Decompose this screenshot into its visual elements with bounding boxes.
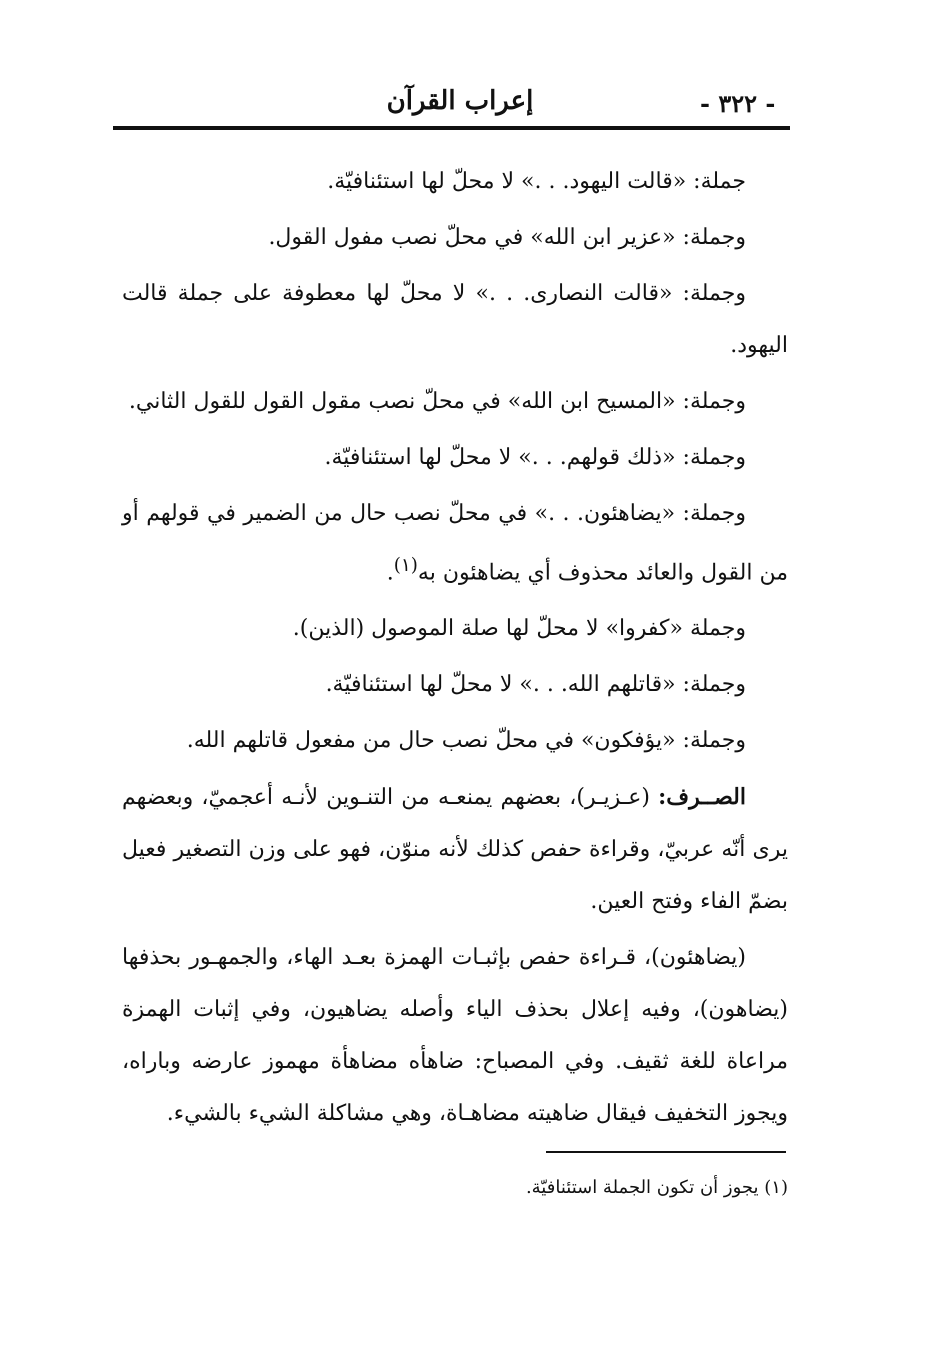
footnote-marker: (١) xyxy=(764,1177,788,1198)
paragraph-text: وجملة: «يضاهئون. . .» في محلّ نصب حال من الضمير في قولهم أو من القول والعائد محذوف أي يضاهئون به xyxy=(122,501,788,586)
body-text xyxy=(122,156,788,1144)
book-title: إعراب القرآن xyxy=(386,86,534,116)
footnote-text: يجوز أن تكون الجملة استئنافيّة. xyxy=(525,1177,759,1198)
paragraph-3 xyxy=(122,268,788,372)
footnote-reference[interactable]: (١) xyxy=(393,555,418,576)
paragraph-2 xyxy=(122,212,788,264)
footnote xyxy=(300,1172,788,1204)
paragraph-9 xyxy=(122,715,788,767)
paragraph-text: وجملة: «قالت النصارى. . .» لا محلّ لها معطوفة على جملة قالت اليهود. xyxy=(122,281,788,358)
paragraph-7 xyxy=(122,603,788,655)
paragraph-5 xyxy=(122,432,788,484)
section-label: الصــرف: xyxy=(658,784,746,811)
paragraph-text: وجملة: «ذلك قولهم. . .» لا محلّ لها استئنافيّة. xyxy=(324,445,746,470)
paragraph-text: وجملة «كفروا» لا محلّ لها صلة الموصول (الذين). xyxy=(292,616,746,642)
paragraph-text: وجملة: «يؤفكون» في محلّ نصب حال من مفعول قاتلهم الله. xyxy=(186,728,746,754)
paragraph-text: وجملة: «قاتلهم الله. . .» لا محلّ لها استئنافيّة. xyxy=(325,672,746,698)
footnote-rule xyxy=(546,1151,786,1153)
paragraph-11 xyxy=(122,932,788,1140)
paragraph-text: وجملة: «المسيح ابن الله» في محلّ نصب مقول القول للقول الثاني. xyxy=(128,389,746,414)
paragraph-text: جملة: «قالت اليهود. . .» لا محلّ لها استئنافيّة. xyxy=(327,169,746,194)
paragraph-8 xyxy=(122,659,788,711)
paragraph-4 xyxy=(122,376,788,428)
paragraph-end: . xyxy=(386,560,394,586)
paragraph-6 xyxy=(122,488,788,599)
paragraph-text: (يضاهئون)، قـراءة حفص بإثبـات الهمزة بعـد الهاء، والجمهـور بحذفها (يضاهون)، وفيه إعلال بحذف الياء وأصله يضاهيون، وفي إثبات الهمزة مراعاة للغة ثقيف. وفي المصباح: ضاهأه مضاهأة مهموز عارضه وباراه، ويجوز التخفيف فيقال ضاهيته مضاهـاة، وهي مشاكلة الشيء بالشيء. xyxy=(122,945,788,1127)
paragraph-text: وجملة: «عزير ابن الله» في محلّ نصب مفول القول. xyxy=(268,225,746,250)
paragraph-text: (عـزيـر)، بعضهم يمنعـه من التنـوين لأنـه أعجميّ، وبعضهم يرى أنّه عربيّ، وقراءة حفص كذلك لأنه منوّن، فهو على وزن التصغير فعيل بضمّ الفاء وفتح العين. xyxy=(122,785,788,915)
paragraph-morphology xyxy=(122,771,788,928)
header-rule xyxy=(113,126,790,130)
running-header xyxy=(0,0,933,140)
page-number: - ٣٢٢ - xyxy=(700,89,776,118)
paragraph-1 xyxy=(122,156,788,208)
